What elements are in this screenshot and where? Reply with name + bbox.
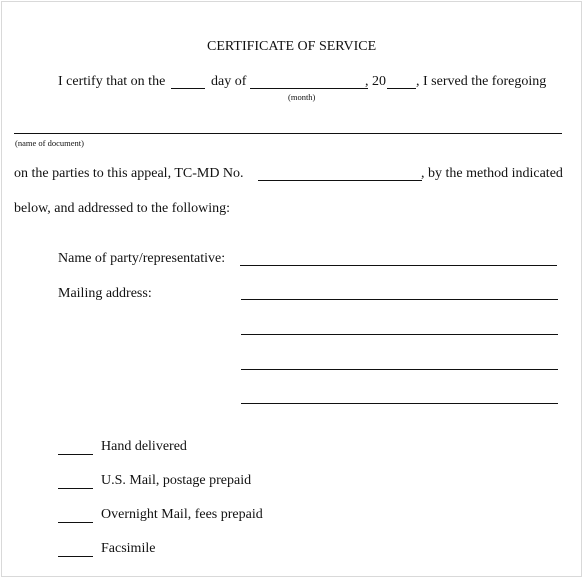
year-blank[interactable] (387, 88, 416, 89)
tc-md-number-blank[interactable] (258, 180, 422, 181)
address-line-4[interactable] (241, 403, 558, 404)
method-blank[interactable] (58, 556, 93, 557)
day-of-text: day of (211, 74, 247, 89)
address-line-2[interactable] (241, 334, 558, 335)
method-label: Overnight Mail, fees prepaid (101, 507, 263, 522)
page-title: CERTIFICATE OF SERVICE (207, 39, 377, 54)
method-label: Facsimile (101, 541, 156, 556)
certificate-page (1, 1, 582, 577)
document-name-label: (name of document) (15, 138, 84, 148)
method-label: U.S. Mail, postage prepaid (101, 473, 252, 488)
served-text: , I served the foregoing (416, 74, 547, 89)
method-blank[interactable] (58, 488, 93, 489)
method-label: Hand delivered (101, 439, 187, 454)
address-line-1[interactable] (241, 299, 558, 300)
name-label: Name of party/representative: (58, 251, 226, 266)
day-blank[interactable] (171, 88, 205, 89)
name-field-line[interactable] (240, 265, 557, 266)
document-name-line[interactable] (14, 133, 562, 134)
method-blank[interactable] (58, 522, 93, 523)
month-blank[interactable] (250, 88, 368, 89)
method-blank[interactable] (58, 454, 93, 455)
parties-text: on the parties to this appeal, TC-MD No. (14, 166, 244, 181)
month-label: (month) (288, 92, 316, 102)
method-text: , by the method indicated (421, 166, 563, 181)
addressed-text: below, and addressed to the following: (14, 201, 231, 216)
address-line-3[interactable] (241, 369, 558, 370)
mailing-label: Mailing address: (58, 286, 152, 301)
certify-text: I certify that on the (58, 74, 166, 89)
year-prefix: , 20 (365, 74, 386, 89)
